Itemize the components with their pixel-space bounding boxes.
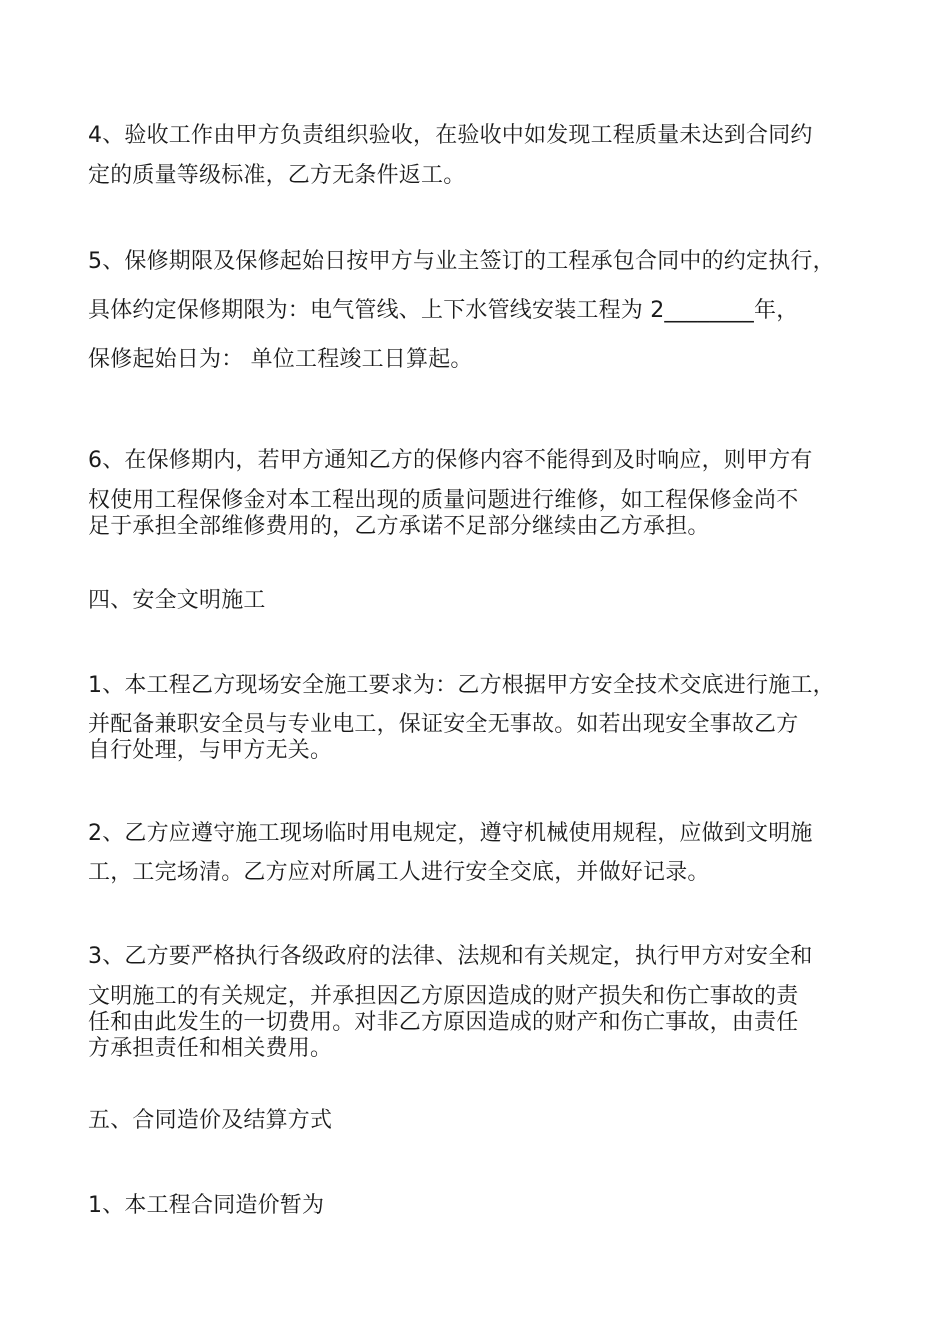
section-4-heading: 四、安全文明施工 [88,588,266,613]
paragraph-6-line-3: 足于承担全部维修费用的，乙方承诺不足部分继续由乙方承担。 [88,514,710,539]
section-4-item-1-line-1: 1、本工程乙方现场安全施工要求为：乙方根据甲方安全技术交底进行施工， [88,673,835,698]
section-4-item-2-line-2: 工，工完场清。乙方应对所属工人进行安全交底，并做好记录。 [88,860,710,885]
paragraph-4-line-1: 4、验收工作由甲方负责组织验收，在验收中如发现工程质量未达到合同约 [88,123,813,148]
paragraph-5-line-2: 具体约定保修期限为：电气管线、上下水管线安装工程为 2________年， [88,298,799,323]
section-5-item-1-line-1: 1、本工程合同造价暂为 [88,1193,325,1218]
section-4-item-3-line-1: 3、乙方要严格执行各级政府的法律、法规和有关规定，执行甲方对安全和 [88,944,813,969]
paragraph-5-line-3: 保修起始日为： 单位工程竣工日算起。 [88,347,473,372]
paragraph-5-line-1: 5、保修期限及保修起始日按甲方与业主签订的工程承包合同中的约定执行， [88,249,835,274]
paragraph-6-line-2: 权使用工程保修金对本工程出现的质量问题进行维修，如工程保修金尚不 [88,488,799,513]
section-4-item-3-line-2: 文明施工的有关规定，并承担因乙方原因造成的财产损失和伤亡事故的责 [88,984,799,1009]
section-4-item-3-line-4: 方承担责任和相关费用。 [88,1036,333,1061]
section-4-item-3-line-3: 任和由此发生的一切费用。对非乙方原因造成的财产和伤亡事故，由责任 [88,1010,799,1035]
paragraph-4-line-2: 定的质量等级标准，乙方无条件返工。 [88,163,466,188]
section-4-item-1-line-2: 并配备兼职安全员与专业电工，保证安全无事故。如若出现安全事故乙方 [88,712,799,737]
paragraph-6-line-1: 6、在保修期内，若甲方通知乙方的保修内容不能得到及时响应，则甲方有 [88,448,813,473]
section-4-item-1-line-3: 自行处理，与甲方无关。 [88,738,333,763]
section-4-item-2-line-1: 2、乙方应遵守施工现场临时用电规定，遵守机械使用规程，应做到文明施 [88,821,813,846]
section-5-heading: 五、合同造价及结算方式 [88,1108,333,1133]
